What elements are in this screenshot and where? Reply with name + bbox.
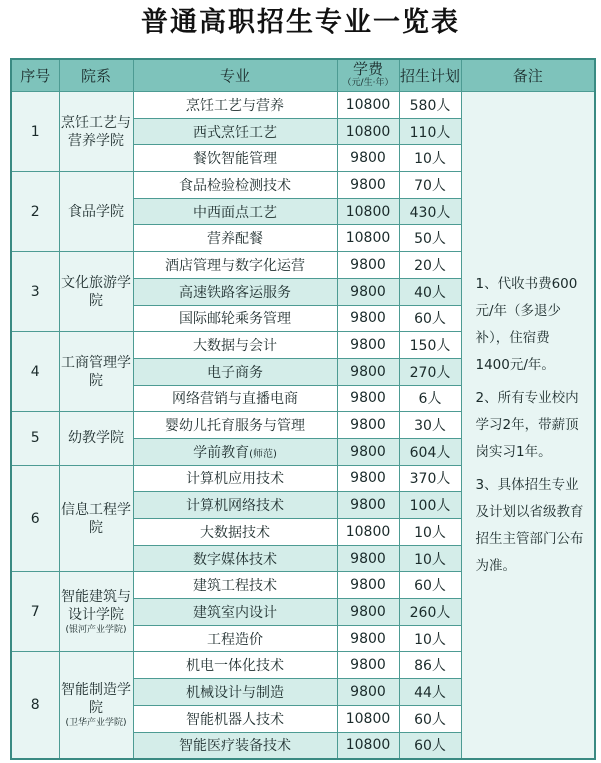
plan-cell: 6人 [399,385,461,412]
department-name: 工商管理学院 [61,354,131,389]
major-name: 智能机器人技术 [186,711,284,728]
major-name: 餐饮智能管理 [193,151,277,168]
major-name: 酒店管理与数字化运营 [165,257,305,274]
plan-cell: 60人 [399,732,461,759]
major-name: 学前教育 [193,444,250,461]
header-fee [337,59,399,92]
major-cell [133,172,337,199]
major-cell [133,599,337,626]
major-cell [133,412,337,439]
header-fee-label: 学费 [352,59,383,78]
group-department [59,172,133,252]
fee-cell: 9800 [337,305,399,332]
fee-cell: 10800 [337,92,399,119]
fee-cell: 10800 [337,198,399,225]
fee-cell: 9800 [337,172,399,199]
major-note: (师范) [249,448,277,460]
fee-cell: 9800 [337,465,399,492]
major-name: 食品检验检测技术 [179,177,291,194]
major-name: 计算机应用技术 [186,471,284,488]
fee-cell: 9800 [337,412,399,439]
note-item: 3、具体招生专业及计划以省级教育招生主管部门公布为准。 [475,476,584,574]
fee-cell: 10800 [337,519,399,546]
note-item: 1、代收书费600元/年（多退少补），住宿费1400元/年。 [475,275,578,373]
table-body [11,92,595,760]
major-name: 大数据技术 [200,524,270,541]
plan-cell: 60人 [399,305,461,332]
header-note: 备注 [461,59,595,92]
fee-cell: 9800 [337,572,399,599]
plan-cell: 50人 [399,225,461,252]
plan-cell: 60人 [399,572,461,599]
group-index: 5 [11,412,59,465]
table-header-row [11,59,595,92]
major-name: 电子商务 [207,364,263,381]
plan-cell: 430人 [399,198,461,225]
department-name: 幼教学院 [68,430,124,447]
fee-cell: 9800 [337,492,399,519]
fee-cell: 9800 [337,385,399,412]
group-department [59,652,133,759]
fee-cell: 10800 [337,225,399,252]
enrollment-table-wrapper [10,58,594,760]
department-subname: (卫华产业学院) [65,718,127,729]
group-index: 2 [11,172,59,252]
plan-cell: 10人 [399,519,461,546]
fee-cell: 9800 [337,332,399,359]
major-name: 机械设计与制造 [186,684,284,701]
major-name: 中西面点工艺 [193,204,277,221]
major-name: 营养配餐 [207,231,263,248]
major-name: 机电一体化技术 [186,658,284,675]
fee-cell: 9800 [337,545,399,572]
note-item: 2、所有专业校内学习2年，带薪顶岗实习1年。 [475,389,579,460]
group-department [59,412,133,465]
major-cell [133,332,337,359]
major-name: 建筑室内设计 [193,604,277,621]
department-name: 食品学院 [68,203,124,220]
fee-cell: 9800 [337,625,399,652]
group-department [59,332,133,412]
major-name: 西式烹饪工艺 [193,124,277,141]
page-title: 普通高职招生专业一览表 [141,7,460,38]
fee-cell: 9800 [337,278,399,305]
fee-cell: 10800 [337,705,399,732]
enrollment-table [10,58,596,760]
major-cell [133,572,337,599]
major-name: 高速铁路客运服务 [179,284,291,301]
group-index: 3 [11,252,59,332]
group-index: 8 [11,652,59,759]
header-major: 专业 [133,59,337,92]
major-name: 网络营销与直播电商 [172,391,298,408]
plan-cell: 40人 [399,278,461,305]
major-name: 工程造价 [207,631,263,648]
plan-cell: 100人 [399,492,461,519]
department-name: 智能制造学院 [61,682,131,717]
major-cell [133,732,337,759]
plan-cell: 86人 [399,652,461,679]
fee-cell: 10800 [337,732,399,759]
major-cell [133,145,337,172]
major-cell [133,92,337,119]
major-cell [133,545,337,572]
group-index: 6 [11,465,59,572]
fee-cell: 9800 [337,679,399,706]
major-cell [133,198,337,225]
major-name: 计算机网络技术 [186,498,284,515]
fee-cell: 10800 [337,118,399,145]
header-idx: 序号 [11,59,59,92]
plan-cell: 60人 [399,705,461,732]
major-name: 建筑工程技术 [193,578,277,595]
major-cell [133,305,337,332]
fee-cell: 9800 [337,438,399,465]
major-name: 国际邮轮乘务管理 [179,311,291,328]
major-cell [133,358,337,385]
major-name: 烹饪工艺与营养 [186,97,284,114]
major-cell [133,679,337,706]
group-index: 4 [11,332,59,412]
plan-cell: 10人 [399,545,461,572]
group-department [59,572,133,652]
major-name: 大数据与会计 [193,338,277,355]
plan-cell: 30人 [399,412,461,439]
fee-cell: 9800 [337,145,399,172]
fee-cell: 9800 [337,599,399,626]
header-plan: 招生计划 [399,59,461,92]
plan-cell: 260人 [399,599,461,626]
plan-cell: 150人 [399,332,461,359]
major-cell [133,278,337,305]
plan-cell: 604人 [399,438,461,465]
major-cell [133,118,337,145]
major-cell [133,252,337,279]
major-cell [133,492,337,519]
plan-cell: 110人 [399,118,461,145]
plan-cell: 44人 [399,679,461,706]
major-name: 数字媒体技术 [193,551,277,568]
table-row [11,92,595,119]
major-name: 婴幼儿托育服务与管理 [165,418,305,435]
department-subname: (银河产业学院) [65,624,127,635]
plan-cell: 580人 [399,92,461,119]
header-dept: 院系 [59,59,133,92]
fee-cell: 9800 [337,652,399,679]
group-index: 1 [11,92,59,172]
notes-cell [461,92,595,760]
major-cell [133,438,337,465]
major-cell [133,385,337,412]
major-cell [133,225,337,252]
group-department [59,92,133,172]
group-department [59,252,133,332]
plan-cell: 10人 [399,625,461,652]
plan-cell: 370人 [399,465,461,492]
major-cell [133,625,337,652]
major-cell [133,519,337,546]
department-name: 文化旅游学院 [61,274,131,309]
department-name: 烹饪工艺与营养学院 [61,114,131,149]
department-name: 智能建筑与设计学院 [61,588,131,623]
major-cell [133,465,337,492]
plan-cell: 70人 [399,172,461,199]
plan-cell: 270人 [399,358,461,385]
major-name: 智能医疗装备技术 [179,738,291,755]
fee-cell: 9800 [337,252,399,279]
department-name: 信息工程学院 [61,501,131,536]
group-department [59,465,133,572]
major-cell [133,705,337,732]
group-index: 7 [11,572,59,652]
fee-cell: 9800 [337,358,399,385]
plan-cell: 20人 [399,252,461,279]
header-fee-unit: （元/生·年） [342,77,394,88]
major-cell [133,652,337,679]
plan-cell: 10人 [399,145,461,172]
